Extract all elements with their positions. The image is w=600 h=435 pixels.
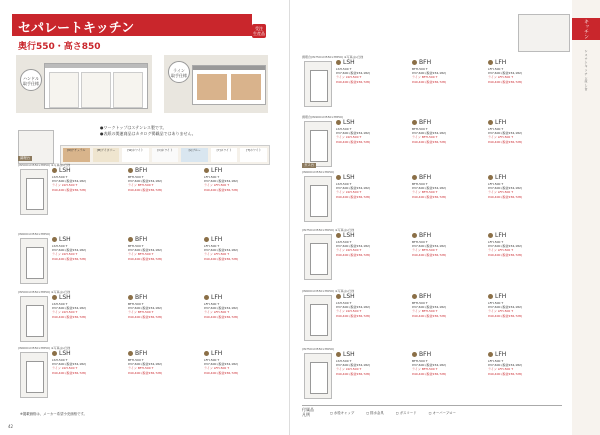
product-number: BFH-500 T: [128, 358, 144, 362]
price: ¥37,600 (税抜¥34,182): [336, 244, 371, 249]
line-variant: ライン LFH-500 T: [204, 183, 230, 188]
series-code: LFH: [211, 294, 223, 301]
line-variant: ライン LSH-500 T: [336, 309, 362, 314]
price: ¥37,600 (税抜¥34,182): [128, 306, 163, 311]
product-number: BFH-500 T: [412, 359, 428, 363]
price: ¥37,600 (税抜¥34,182): [128, 248, 163, 253]
price: ¥40,400 (税抜¥36,728): [204, 370, 239, 375]
product-photo: [304, 61, 332, 107]
page-title-bar: [12, 14, 252, 36]
price: ¥37,600 (税抜¥34,182): [204, 179, 239, 184]
line-variant: ライン BFH-500 T: [128, 366, 154, 371]
product-photo: [20, 238, 48, 284]
line-variant: ライン LFH-500 T: [204, 310, 230, 315]
price: ¥37,600 (税抜¥34,182): [412, 131, 447, 136]
price: ¥37,600 (税抜¥34,182): [412, 363, 447, 368]
price: ¥40,400 (税抜¥36,728): [128, 314, 163, 319]
series-mark-icon: [52, 351, 57, 356]
swatch: [M]アイボリー: [93, 148, 120, 162]
series-mark-icon: [204, 168, 209, 173]
product-column-bfh: [412, 59, 484, 84]
product-column-bfh: [412, 232, 484, 257]
product-column-lsh: [336, 59, 408, 84]
series-code: LFH: [495, 59, 507, 66]
section-spec: 調理台(W750×D550×H850) ※写真はL仕様: [302, 55, 364, 59]
price: ¥40,400 (税抜¥36,728): [336, 194, 371, 199]
product-photo: [304, 176, 332, 222]
line-variant: ライン LSH-500 T: [336, 135, 362, 140]
series-code: LFH: [211, 350, 223, 357]
series-mark-icon: [204, 237, 209, 242]
product-column-lfh: [204, 294, 276, 319]
product-number: BFH-500 T: [128, 244, 144, 248]
series-mark-icon: [52, 295, 57, 300]
price: ¥37,600 (税抜¥34,182): [412, 244, 447, 249]
product-section: [302, 163, 564, 224]
color-swatch-row: [60, 145, 270, 165]
section-spec: (W600×D550×H650): [302, 170, 335, 174]
drain-fitting-icon: ◻ 排水金具: [366, 411, 384, 415]
price: ¥40,400 (税抜¥36,728): [412, 313, 447, 318]
price: ¥37,600 (税抜¥34,182): [128, 362, 163, 367]
price: ¥37,600 (税抜¥34,182): [488, 244, 523, 249]
price: ¥40,400 (税抜¥36,728): [412, 252, 447, 257]
series-code: BFH: [419, 232, 432, 239]
product-section: [302, 347, 564, 401]
product-photo: [20, 296, 48, 342]
price: ¥40,400 (税抜¥36,728): [204, 314, 239, 319]
product-column-lfh: [204, 350, 276, 375]
section-spec: (W600×D550×H850) ※写真はL仕様: [18, 346, 71, 350]
product-number: LSH-500 T: [336, 182, 352, 186]
product-column-lfh: [204, 236, 276, 261]
price: ¥40,400 (税抜¥36,728): [336, 139, 371, 144]
legend: 付属品 凡例 ◻ 水栓キャップ ◻ 排水金具 ◻ ガスコード ◻ オーバーフロー: [302, 405, 562, 420]
series-code: LSH: [343, 59, 355, 66]
series-code: BFH: [135, 167, 148, 174]
product-number: BFH-500 T: [412, 240, 428, 244]
product-section: [18, 346, 280, 400]
series-mark-icon: [204, 351, 209, 356]
product-column-lfh: [488, 174, 560, 199]
swatch: [L]ブルー: [181, 148, 208, 162]
product-column-lsh: [336, 351, 408, 376]
product-number: BFH-500 T: [128, 175, 144, 179]
product-number: LSH-500 T: [52, 302, 68, 306]
product-column-bfh: [412, 174, 484, 199]
price: ¥37,600 (税抜¥34,182): [488, 131, 523, 136]
product-column-lsh: [336, 232, 408, 257]
series-mark-icon: [128, 237, 133, 242]
price: ¥37,600 (税抜¥34,182): [336, 186, 371, 191]
series-mark-icon: [412, 60, 417, 65]
section-heading: ガス台: [304, 163, 315, 167]
series-mark-icon: [488, 233, 493, 238]
series-code: BFH: [135, 294, 148, 301]
page-number-left: 42: [8, 424, 14, 429]
price: ¥40,400 (税抜¥36,728): [204, 187, 239, 192]
product-number: LFH-500 T: [488, 182, 504, 186]
series-code: LFH: [211, 236, 223, 243]
line-variant: ライン LSH-500 T: [336, 190, 362, 195]
series-mark-icon: [336, 294, 341, 299]
series-code: LSH: [343, 351, 355, 358]
line-variant: ライン LSH-500 T: [52, 252, 78, 257]
price: ¥40,400 (税抜¥36,728): [488, 313, 523, 318]
product-number: BFH-500 T: [412, 301, 428, 305]
series-mark-icon: [488, 120, 493, 125]
price: ¥40,400 (税抜¥36,728): [336, 79, 371, 84]
product-number: BFH-500 T: [128, 302, 144, 306]
line-variant: ライン LSH-500 T: [336, 367, 362, 372]
line-variant: ライン BFH-500 T: [128, 183, 154, 188]
series-code: LSH: [343, 293, 355, 300]
series-code: LSH: [343, 174, 355, 181]
line-variant: ライン BFH-500 T: [128, 310, 154, 315]
product-number: LSH-500 T: [336, 359, 352, 363]
product-column-lsh: [336, 119, 408, 144]
section-spec: (W600×D550×H650) ※写真はL仕様: [302, 289, 355, 293]
product-number: LSH-500 T: [52, 175, 68, 179]
price: ¥40,400 (税抜¥36,728): [52, 370, 87, 375]
series-code: BFH: [135, 236, 148, 243]
price: ¥40,400 (税抜¥36,728): [128, 256, 163, 261]
product-number: LFH-500 T: [204, 302, 220, 306]
product-section: [302, 289, 564, 343]
product-column-lfh: [488, 351, 560, 376]
section-spec: (W500×D550×H850) ※写真はL仕様: [18, 163, 71, 167]
product-column-lsh: [336, 174, 408, 199]
line-variant: ライン LFH-500 T: [204, 252, 230, 257]
series-code: LFH: [495, 119, 507, 126]
series-code: LFH: [495, 232, 507, 239]
product-column-lsh: [336, 293, 408, 318]
product-column-bfh: [128, 350, 200, 375]
product-number: BFH-500 T: [412, 67, 428, 71]
product-photo: [304, 121, 332, 167]
series-code: LSH: [343, 232, 355, 239]
footer-note: ※掲載価格は、メーカー希望小売価格です。: [20, 412, 87, 416]
price: ¥37,600 (税抜¥34,182): [204, 362, 239, 367]
price: ¥40,400 (税抜¥36,728): [128, 370, 163, 375]
page-subtitle: 奥行550・高さ850: [18, 42, 101, 52]
series-mark-icon: [412, 352, 417, 357]
series-mark-icon: [412, 175, 417, 180]
price: ¥40,400 (税抜¥36,728): [488, 79, 523, 84]
price: ¥40,400 (税抜¥36,728): [488, 371, 523, 376]
price: ¥40,400 (税抜¥36,728): [488, 194, 523, 199]
series-code: LFH: [495, 293, 507, 300]
series-code: BFH: [419, 174, 432, 181]
price: ¥40,400 (税抜¥36,728): [204, 256, 239, 261]
product-section: [18, 232, 280, 286]
faucet-cap-icon: ◻ 水栓キャップ: [330, 411, 355, 415]
line-variant: ライン LFH-500 T: [488, 190, 514, 195]
notes: ●ワークトップはステンレス製です。 ●表紙の関連商品はカタログ掲載品ではありません。: [100, 125, 196, 136]
product-column-lfh: [488, 59, 560, 84]
product-column-lsh: [52, 236, 124, 261]
swatch: [C]ホワイト: [152, 148, 179, 162]
series-mark-icon: [336, 175, 341, 180]
line-type-label: ライン 取手仕様: [168, 61, 190, 83]
price: ¥37,600 (税抜¥34,182): [488, 305, 523, 310]
price: ¥40,400 (税抜¥36,728): [336, 252, 371, 257]
product-column-bfh: [412, 119, 484, 144]
series-mark-icon: [336, 120, 341, 125]
price: ¥37,600 (税抜¥34,182): [336, 131, 371, 136]
product-number: LFH-500 T: [488, 240, 504, 244]
side-index-list: シ ス テ ム キ ッ チ ン 流 し 台: [584, 49, 588, 91]
swatch: [W]ホワイト: [122, 148, 149, 162]
product-column-lsh: [52, 294, 124, 319]
price: ¥40,400 (税抜¥36,728): [52, 256, 87, 261]
product-column-lfh: [488, 232, 560, 257]
section-spec: (W600×D550×H850): [18, 232, 51, 236]
line-variant: ライン BFH-500 T: [412, 367, 438, 372]
series-mark-icon: [488, 352, 493, 357]
price: ¥37,600 (税抜¥34,182): [52, 362, 87, 367]
series-code: BFH: [419, 119, 432, 126]
product-photo: [304, 353, 332, 399]
product-number: LSH-500 T: [52, 358, 68, 362]
line-variant: ライン LSH-500 T: [336, 75, 362, 80]
price: ¥40,400 (税抜¥36,728): [412, 139, 447, 144]
price: ¥37,600 (税抜¥34,182): [128, 179, 163, 184]
price: ¥37,600 (税抜¥34,182): [488, 186, 523, 191]
line-variant: ライン LFH-500 T: [488, 367, 514, 372]
line-variant: ライン LFH-500 T: [204, 366, 230, 371]
product-section: [302, 228, 564, 282]
section-heading: 調理台: [20, 156, 31, 160]
series-mark-icon: [488, 60, 493, 65]
price: ¥40,400 (税抜¥36,728): [412, 194, 447, 199]
price: ¥37,600 (税抜¥34,182): [52, 306, 87, 311]
series-mark-icon: [128, 351, 133, 356]
product-number: LFH-500 T: [488, 301, 504, 305]
page-title: セパレートキッチン: [18, 21, 135, 36]
product-number: LFH-500 T: [204, 358, 220, 362]
price: ¥40,400 (税抜¥36,728): [128, 187, 163, 192]
price: ¥37,600 (税抜¥34,182): [336, 305, 371, 310]
series-mark-icon: [488, 294, 493, 299]
line-type-photo: [164, 55, 268, 113]
series-mark-icon: [128, 295, 133, 300]
product-photo: [304, 234, 332, 280]
product-section: [302, 115, 564, 169]
product-column-lfh: [488, 119, 560, 144]
product-number: LSH-500 T: [336, 301, 352, 305]
price: ¥40,400 (税抜¥36,728): [336, 313, 371, 318]
line-variant: ライン LFH-500 T: [488, 248, 514, 253]
product-number: LSH-500 T: [336, 127, 352, 131]
price: ¥40,400 (税抜¥36,728): [52, 314, 87, 319]
swatch: [T]ホワイト: [240, 148, 267, 162]
handle-type-photo: [16, 55, 152, 113]
price: ¥40,400 (税抜¥36,728): [488, 139, 523, 144]
product-column-lsh: [52, 167, 124, 192]
product-number: LSH-500 T: [336, 67, 352, 71]
product-section: [18, 156, 280, 217]
line-variant: ライン BFH-500 T: [128, 252, 154, 257]
product-number: LFH-500 T: [204, 244, 220, 248]
product-photo: [304, 295, 332, 341]
spread-gutter: [289, 0, 290, 435]
section-spec: (W500×D550×H850) ※写真はL仕様: [18, 290, 71, 294]
product-number: LFH-500 T: [488, 67, 504, 71]
series-code: LSH: [59, 236, 71, 243]
price: ¥37,600 (税抜¥34,182): [204, 306, 239, 311]
price: ¥37,600 (税抜¥34,182): [52, 179, 87, 184]
line-variant: ライン LSH-500 T: [52, 183, 78, 188]
line-variant: ライン BFH-500 T: [412, 75, 438, 80]
line-variant: ライン LFH-500 T: [488, 309, 514, 314]
overflow-icon: ◻ オーバーフロー: [428, 411, 456, 415]
series-mark-icon: [52, 168, 57, 173]
line-variant: ライン BFH-500 T: [412, 135, 438, 140]
line-variant: ライン LFH-500 T: [488, 135, 514, 140]
series-code: LSH: [343, 119, 355, 126]
series-code: LSH: [59, 167, 71, 174]
product-column-lfh: [204, 167, 276, 192]
price: ¥40,400 (税抜¥36,728): [412, 79, 447, 84]
section-spec: (W750×D550×H650) ※写真はL仕様: [302, 228, 355, 232]
series-code: LFH: [211, 167, 223, 174]
made-to-order-badge: 受注 生産品: [253, 26, 265, 36]
line-variant: ライン BFH-500 T: [412, 309, 438, 314]
product-photo: [20, 352, 48, 398]
series-mark-icon: [204, 295, 209, 300]
series-code: BFH: [419, 293, 432, 300]
product-column-lsh: [52, 350, 124, 375]
product-column-bfh: [412, 293, 484, 318]
top-right-photo: [518, 14, 570, 52]
product-photo: [20, 169, 48, 215]
series-mark-icon: [412, 120, 417, 125]
product-number: LSH-500 T: [52, 244, 68, 248]
line-variant: ライン LSH-500 T: [52, 366, 78, 371]
line-variant: ライン LFH-500 T: [488, 75, 514, 80]
series-mark-icon: [412, 294, 417, 299]
handle-type-label: ハンドル 取手仕様: [20, 69, 42, 91]
series-mark-icon: [52, 237, 57, 242]
series-code: LSH: [59, 294, 71, 301]
product-column-bfh: [128, 167, 200, 192]
line-variant: ライン BFH-500 T: [412, 190, 438, 195]
series-code: LFH: [495, 174, 507, 181]
series-code: BFH: [135, 350, 148, 357]
price: ¥37,600 (税抜¥34,182): [336, 71, 371, 76]
product-column-bfh: [128, 294, 200, 319]
series-mark-icon: [488, 175, 493, 180]
series-code: LFH: [495, 351, 507, 358]
product-number: BFH-500 T: [412, 182, 428, 186]
product-number: BFH-500 T: [412, 127, 428, 131]
line-variant: ライン LSH-500 T: [52, 310, 78, 315]
swatch: [Y]ホワイト: [211, 148, 238, 162]
product-number: LSH-500 T: [336, 240, 352, 244]
product-number: LFH-500 T: [488, 359, 504, 363]
series-mark-icon: [336, 352, 341, 357]
product-section: [18, 290, 280, 344]
price: ¥40,400 (税抜¥36,728): [52, 187, 87, 192]
product-number: LFH-500 T: [488, 127, 504, 131]
product-column-lfh: [488, 293, 560, 318]
price: ¥40,400 (税抜¥36,728): [488, 252, 523, 257]
series-mark-icon: [412, 233, 417, 238]
product-section: [302, 55, 564, 109]
price: ¥40,400 (税抜¥36,728): [336, 371, 371, 376]
side-tab-kitchen[interactable]: キッチン: [572, 18, 600, 40]
product-column-bfh: [412, 351, 484, 376]
series-code: BFH: [419, 59, 432, 66]
series-mark-icon: [128, 168, 133, 173]
price: ¥37,600 (税抜¥34,182): [488, 71, 523, 76]
product-number: LFH-500 T: [204, 175, 220, 179]
series-mark-icon: [336, 60, 341, 65]
swatch: [N]ナチュラル: [63, 148, 90, 162]
price: ¥37,600 (税抜¥34,182): [204, 248, 239, 253]
price: ¥37,600 (税抜¥34,182): [488, 363, 523, 368]
price: ¥40,400 (税抜¥36,728): [412, 371, 447, 376]
line-variant: ライン LSH-500 T: [336, 248, 362, 253]
price: ¥37,600 (税抜¥34,182): [412, 186, 447, 191]
price: ¥37,600 (税抜¥34,182): [52, 248, 87, 253]
series-mark-icon: [336, 233, 341, 238]
product-column-bfh: [128, 236, 200, 261]
line-variant: ライン BFH-500 T: [412, 248, 438, 253]
gas-cord-icon: ◻ ガスコード: [395, 411, 417, 415]
series-code: BFH: [419, 351, 432, 358]
price: ¥37,600 (税抜¥34,182): [412, 305, 447, 310]
price: ¥37,600 (税抜¥34,182): [336, 363, 371, 368]
series-code: LSH: [59, 350, 71, 357]
price: ¥37,600 (税抜¥34,182): [412, 71, 447, 76]
section-spec: 調理台(W900×D550×H850): [302, 115, 344, 119]
section-spec: (W750×D550×H650): [302, 347, 335, 351]
